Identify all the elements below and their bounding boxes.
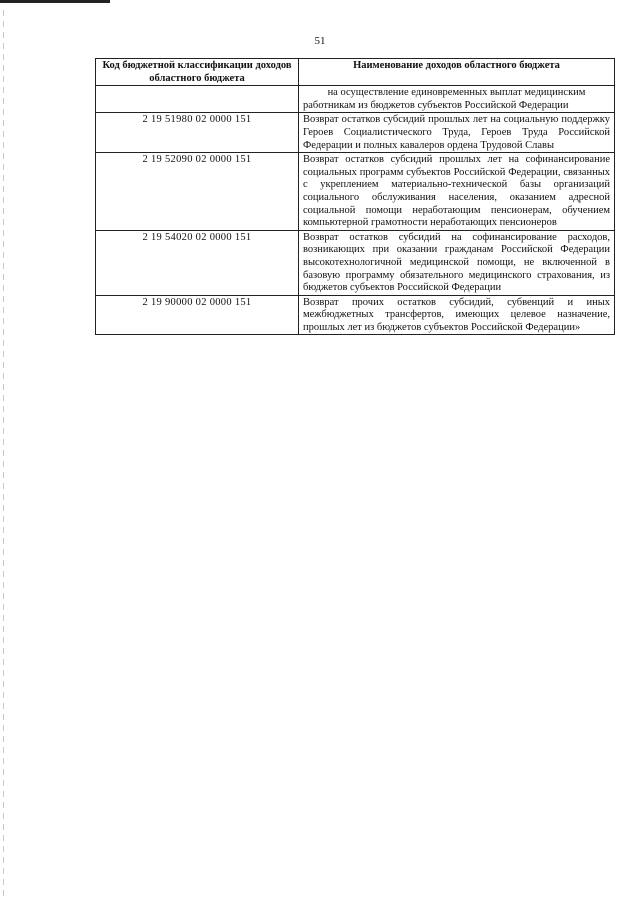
cell-name: Возврат остатков субсидий прошлых лет на социальную поддержку Героев Социалистического Труда, Героев Труда Российской Федерации и полных кавалеров ордена Трудовой Славы: [299, 113, 615, 153]
budget-revenue-table: [95, 58, 615, 335]
scan-edge-mark: [0, 0, 110, 3]
cell-code: 2 19 90000 02 0000 151: [96, 295, 299, 335]
header-code: Код бюджетной классификации доходов областного бюджета: [96, 59, 299, 86]
cell-code: 2 19 52090 02 0000 151: [96, 153, 299, 231]
cell-name: Возврат остатков субсидий на софинансирование расходов, возникающих при оказании гражданам Российской Федерации высокотехнологичной медицинской помощи, не включенной в базовую программу обязательного медицинского страхования, из бюджетов субъектов Российской Федерации: [299, 230, 615, 295]
header-name: Наименование доходов областного бюджета: [299, 59, 615, 86]
cell-name: Возврат прочих остатков субсидий, субвенций и иных межбюджетных трансфертов, имеющих целевое назначение, прошлых лет из бюджетов субъектов Российской Федерации»: [299, 295, 615, 335]
table-row-continuation: [96, 86, 615, 113]
table-row: [96, 153, 615, 231]
page-number: 51: [314, 35, 326, 47]
scan-left-edge: [3, 10, 4, 900]
table-row: [96, 295, 615, 335]
table-row: [96, 230, 615, 295]
cell-name-continuation: на осуществление единовременных выплат медицинским работникам из бюджетов субъектов Российской Федерации: [299, 86, 615, 113]
table-row: [96, 113, 615, 153]
cell-code: 2 19 54020 02 0000 151: [96, 230, 299, 295]
cell-name: Возврат остатков субсидий прошлых лет на софинансирование социальных программ субъектов Российской Федерации, связанных с укреплением материально-технической базы организаций социального обслуживания населения, оказанием адресной социальной помощи неработающим пенсионерам, обучением компьютерной грамотности неработающих пенсионеров: [299, 153, 615, 231]
cell-code-empty: [96, 86, 299, 113]
table-header-row: [96, 59, 615, 86]
cell-code: 2 19 51980 02 0000 151: [96, 113, 299, 153]
